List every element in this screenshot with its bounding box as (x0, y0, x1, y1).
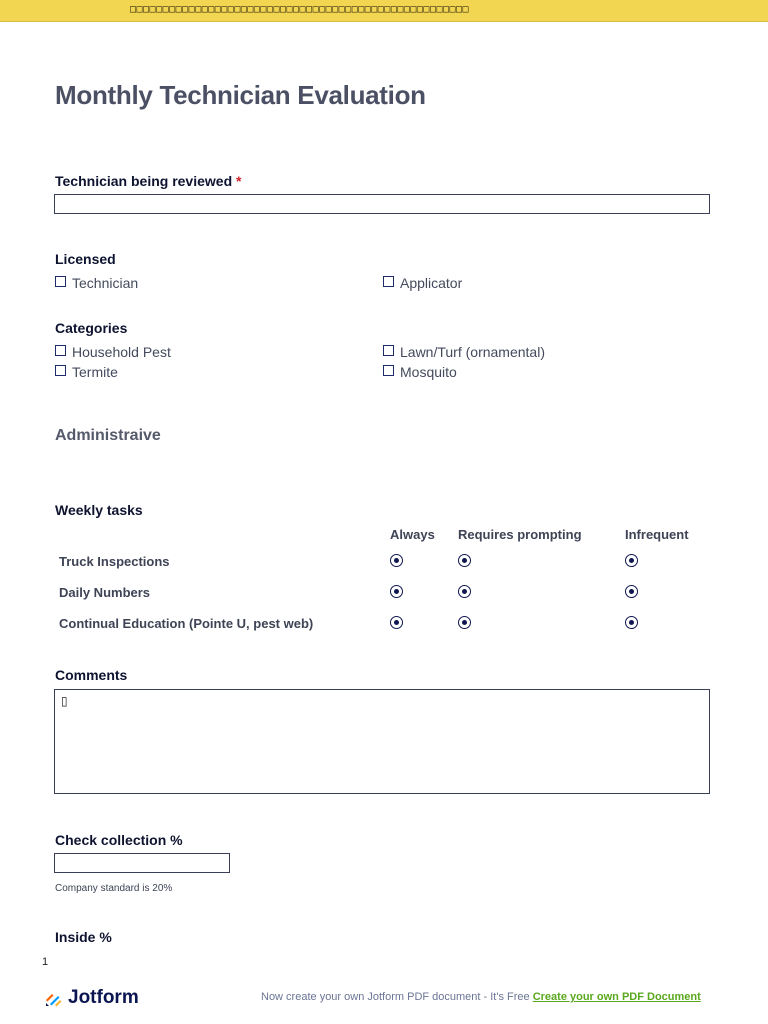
category-option-lawn-turf[interactable] (383, 344, 545, 360)
radio-continual-education-infrequent[interactable] (625, 616, 638, 629)
checkbox[interactable] (55, 345, 66, 356)
comments-textarea[interactable]: ▯ (54, 689, 710, 794)
section-heading-administrative: Administraive (55, 427, 161, 444)
option-label: Mosquito (400, 364, 457, 380)
check-collection-note: Company standard is 20% (55, 883, 173, 894)
option-label: Lawn/Turf (ornamental) (400, 344, 545, 360)
category-option-household-pest[interactable] (55, 344, 171, 360)
checkbox[interactable] (383, 276, 394, 287)
footer-promo-text: Now create your own Jotform PDF document - It's Free (261, 991, 530, 1003)
inside-percent-label: Inside % (55, 929, 112, 945)
licensed-label: Licensed (55, 251, 116, 267)
jotform-logo-text[interactable]: Jotform (68, 987, 139, 1008)
matrix-row-label: Truck Inspections (59, 554, 170, 569)
footer-promo (261, 991, 701, 1003)
jotform-logo-icon (44, 988, 68, 1008)
matrix-row-label: Daily Numbers (59, 585, 151, 600)
column-header-infrequent: Infrequent (625, 527, 689, 542)
weekly-tasks-label: Weekly tasks (55, 502, 143, 518)
page-title: Monthly Technician Evaluation (55, 80, 426, 110)
top-banner (0, 0, 768, 22)
checkbox[interactable] (55, 276, 66, 287)
radio-daily-numbers-always[interactable] (390, 585, 403, 598)
radio-truck-inspections-requires-prompting[interactable] (458, 554, 471, 567)
technician-label-text: Technician being reviewed (55, 173, 233, 189)
technician-input[interactable] (54, 194, 710, 214)
categories-label: Categories (55, 320, 128, 336)
option-label: Termite (72, 364, 118, 380)
matrix-row-label: Continual Education (Pointe U, pest web) (59, 616, 314, 631)
page-number: 1 (42, 956, 49, 968)
banner-text: □□□□□□□□□□□□□□□□□□□□□□□□□□□□□□□□□□□□□□□□□□□□□□□□□□□□ (130, 4, 470, 15)
radio-continual-education-always[interactable] (390, 616, 403, 629)
category-option-termite[interactable] (55, 364, 118, 380)
radio-truck-inspections-infrequent[interactable] (625, 554, 638, 567)
check-collection-input[interactable] (54, 853, 230, 873)
option-label: Household Pest (72, 344, 171, 360)
radio-daily-numbers-infrequent[interactable] (625, 585, 638, 598)
radio-daily-numbers-requires-prompting[interactable] (458, 585, 471, 598)
category-option-mosquito[interactable] (383, 364, 457, 380)
checkbox[interactable] (383, 365, 394, 376)
required-mark: * (236, 173, 242, 189)
checkbox[interactable] (55, 365, 66, 376)
radio-truck-inspections-always[interactable] (390, 554, 403, 567)
licensed-option-applicator[interactable] (383, 275, 462, 291)
option-label: Technician (72, 275, 139, 291)
licensed-option-technician[interactable] (55, 275, 138, 291)
column-header-requires-prompting: Requires prompting (458, 527, 582, 542)
radio-continual-education-requires-prompting[interactable] (458, 616, 471, 629)
column-header-always: Always (390, 527, 435, 542)
technician-label (55, 173, 241, 189)
create-pdf-link[interactable]: Create your own PDF Document (532, 991, 701, 1003)
option-label: Applicator (400, 275, 463, 291)
checkbox[interactable] (383, 345, 394, 356)
check-collection-label: Check collection % (55, 832, 183, 848)
comments-label: Comments (55, 667, 128, 683)
